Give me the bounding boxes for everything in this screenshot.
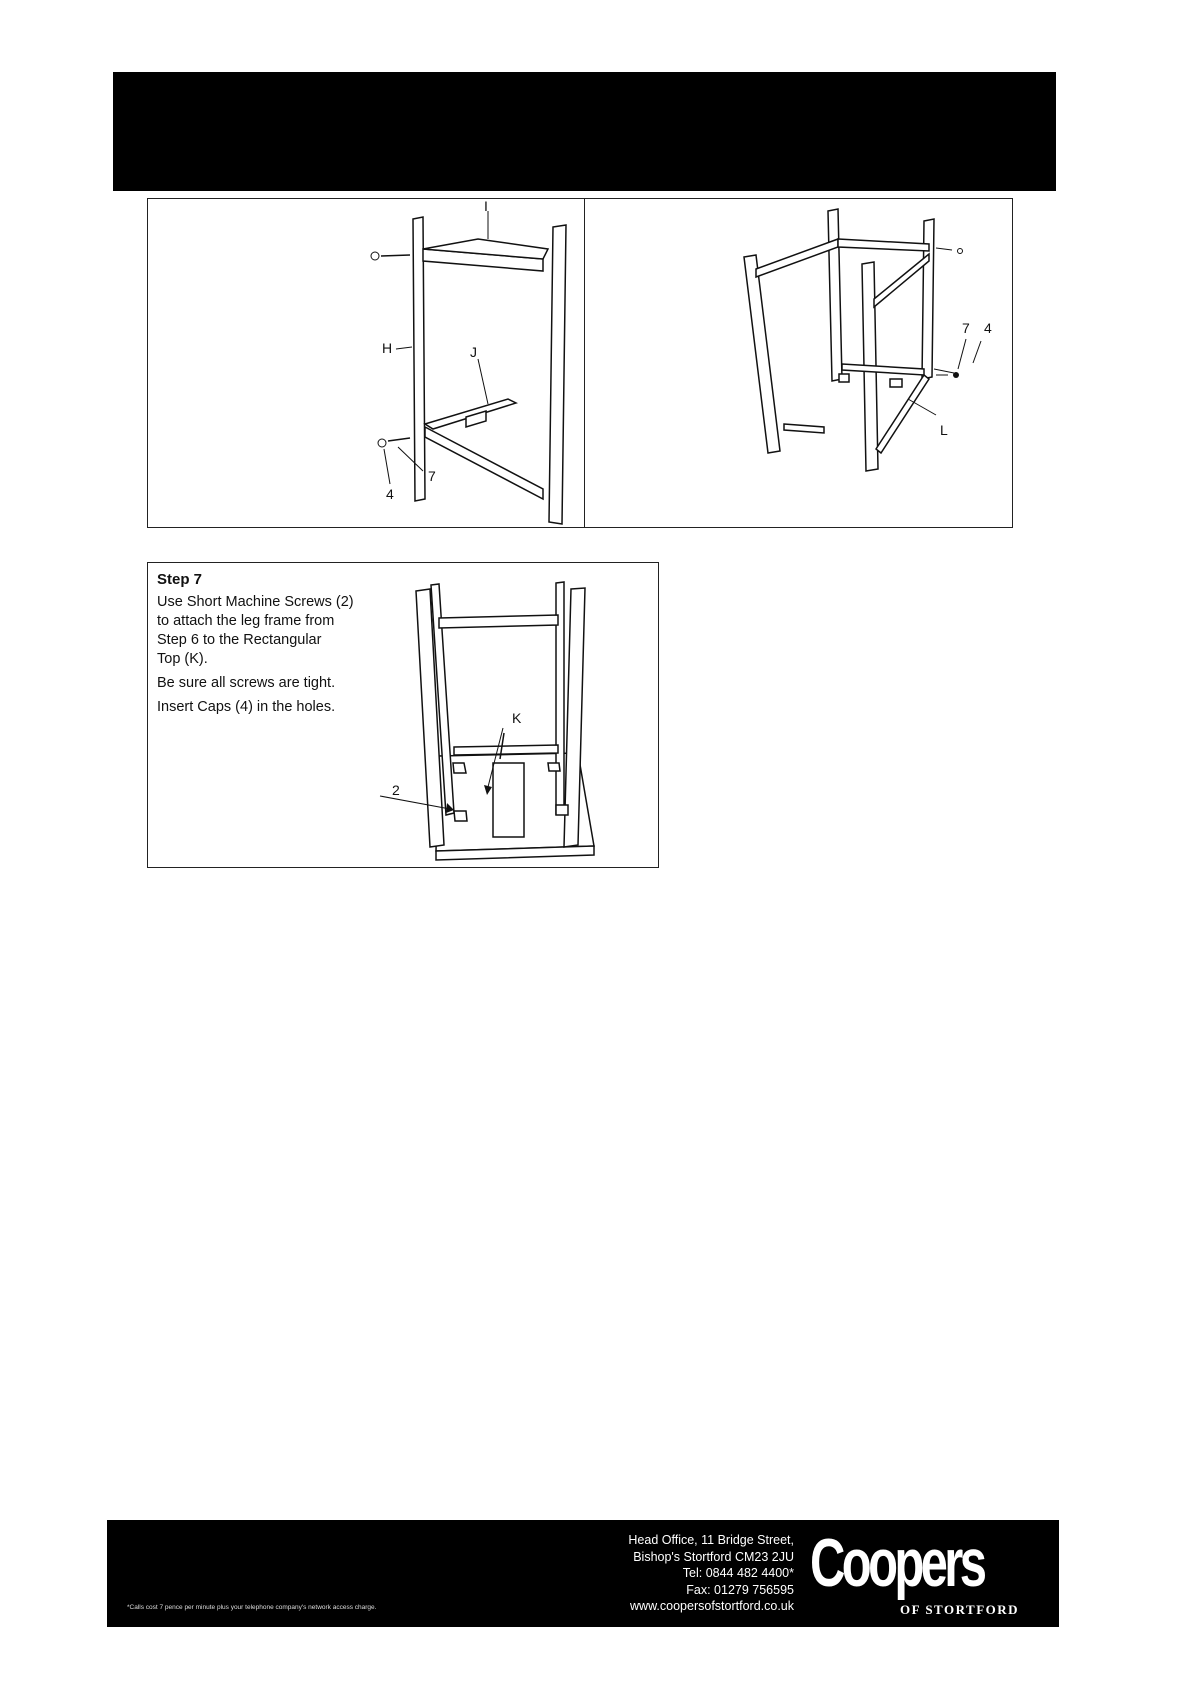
footer-call-charges-note: *Calls cost 7 pence per minute plus your telephone company's network access charge. xyxy=(127,1604,377,1611)
leg-frame-assembled-diagram xyxy=(584,199,1014,529)
phone-line: Tel: 0844 482 4400* xyxy=(682,1566,794,1580)
label-screw-2: 2 xyxy=(392,782,400,798)
assembly-diagram-panel xyxy=(147,198,1013,528)
label-k: K xyxy=(512,710,522,726)
step-line: Use Short Machine Screws (2) xyxy=(157,594,354,610)
header-bar xyxy=(113,72,1056,191)
leg-right xyxy=(549,225,566,524)
step-line: Top (K). xyxy=(157,651,208,667)
website-line: www.coopersofstortford.co.uk xyxy=(630,1599,794,1613)
rail-bottom xyxy=(425,427,543,499)
leg-frame-diagram xyxy=(148,199,584,529)
coopers-logo: Coopers xyxy=(810,1525,984,1601)
label-screw-7: 7 xyxy=(962,320,970,336)
company-address xyxy=(628,1532,794,1615)
label-l: L xyxy=(940,422,948,438)
footer-bar xyxy=(107,1520,1059,1627)
table-top-assembly-diagram xyxy=(148,563,660,869)
label-i: I xyxy=(484,198,488,214)
step-title: Step 7 xyxy=(157,571,203,588)
step-line: to attach the leg frame from xyxy=(157,613,335,629)
step-line: Be sure all screws are tight. xyxy=(157,675,336,691)
label-screw-7: 7 xyxy=(428,468,436,484)
step-7-panel xyxy=(147,562,659,868)
coopers-logo-subtitle: OF STORTFORD xyxy=(900,1602,1020,1617)
step-line: Step 6 to the Rectangular xyxy=(157,632,322,648)
label-h: H xyxy=(382,340,393,356)
label-j: J xyxy=(470,344,477,360)
label-cap-4: 4 xyxy=(984,320,992,336)
address-line: Bishop's Stortford CM23 2JU xyxy=(633,1549,794,1564)
address-line: Head Office, 11 Bridge Street, xyxy=(628,1533,794,1547)
label-cap-4: 4 xyxy=(386,486,394,502)
step-line: Insert Caps (4) in the holes. xyxy=(157,699,336,715)
fax-line: Fax: 01279 756595 xyxy=(686,1582,794,1597)
